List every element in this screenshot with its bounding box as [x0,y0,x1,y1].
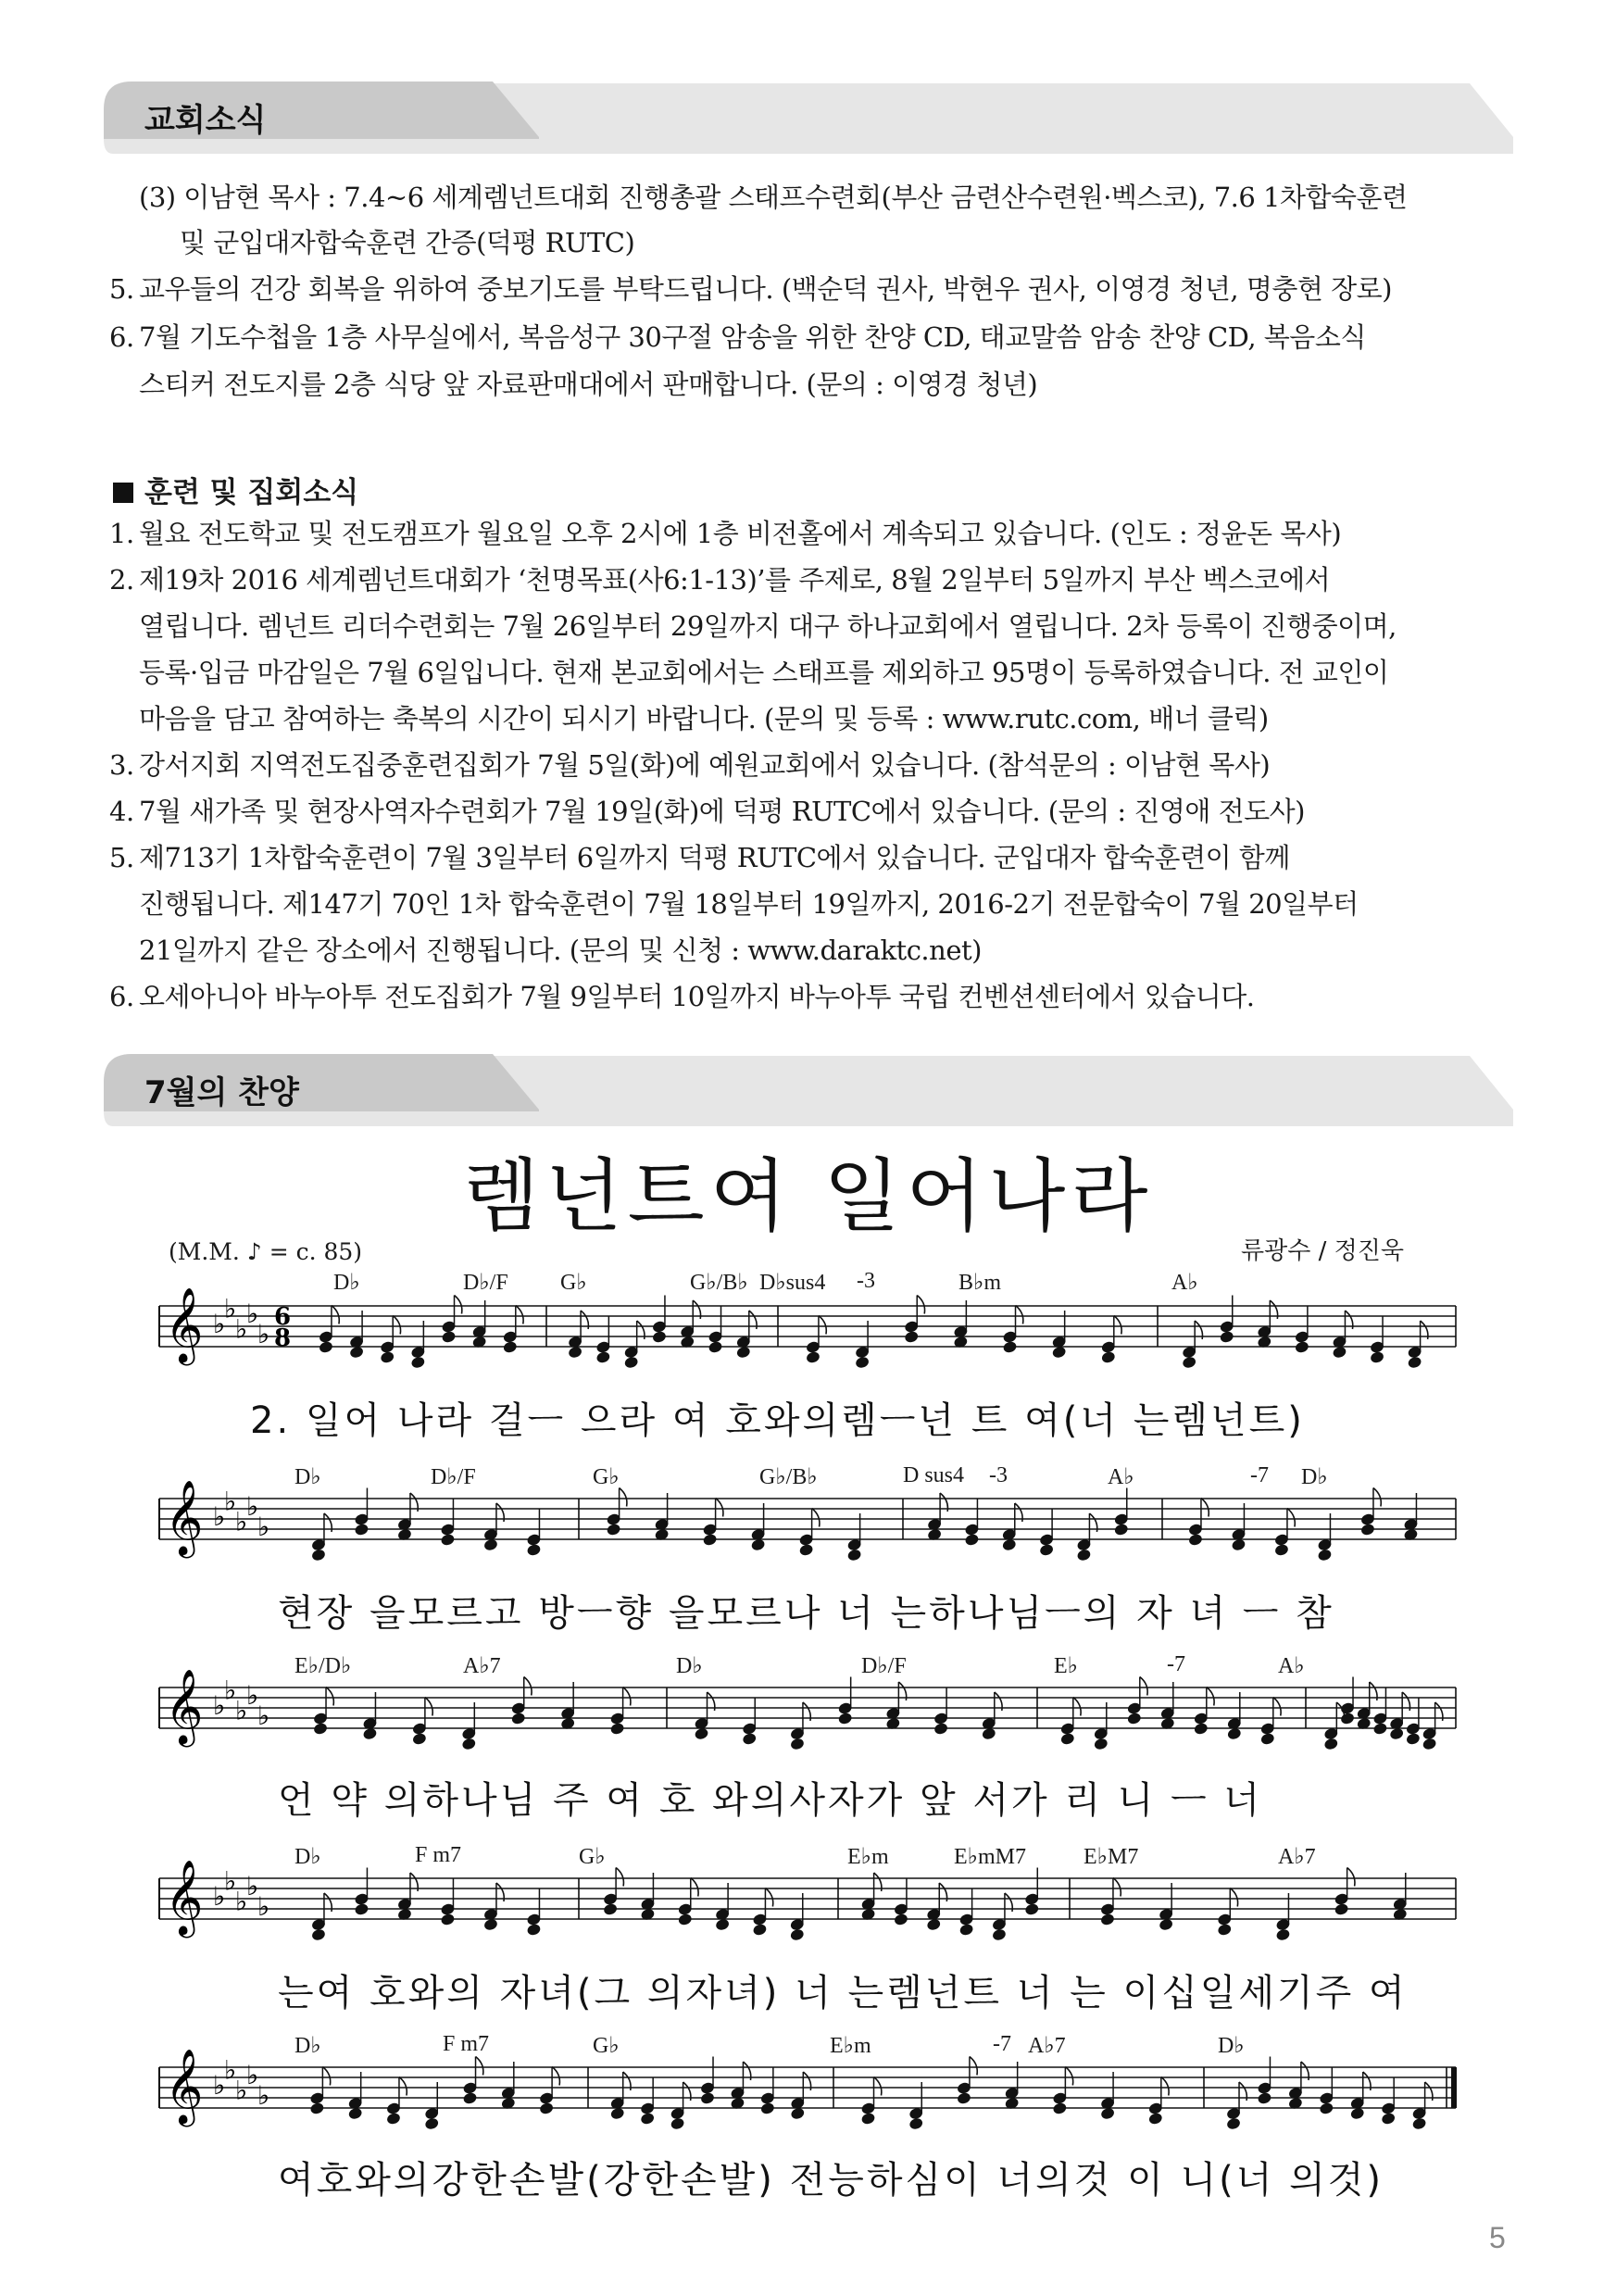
flat-icon: ♭ [213,1501,226,1532]
chord-symbol: G♭ [593,2034,620,2058]
note-head [309,2102,325,2115]
note-flag [1161,2077,1169,2096]
note-flag [1347,1868,1355,1887]
note-head [893,1913,908,1926]
note-head [1182,1355,1197,1369]
note-head [1226,2116,1242,2130]
note-head [759,2102,775,2115]
note-head [964,1533,980,1547]
chord-symbol: D♭/F [861,1654,907,1678]
chord-symbol: A♭ [1171,1271,1198,1295]
note-head [1317,1548,1333,1562]
note-head [837,1712,853,1725]
chord-symbol: D♭ [294,2034,321,2058]
note-head [502,1340,518,1354]
tempo-marking: (M.M. ♪ = c. 85) [169,1238,363,1265]
chord-symbol: -3 [857,1269,875,1293]
chord-symbol: D sus4 [903,1463,965,1487]
staff-system [159,2048,1457,2131]
chord-symbol: E♭/D♭ [294,1654,352,1678]
flat-icon: ♭ [235,1695,248,1726]
treble-clef-icon: 𝄞 [165,1286,204,1362]
page-number: 5 [1489,2221,1506,2254]
note-flag [716,1499,723,1517]
chord-symbol: G♭/B♭ [690,1271,748,1295]
note-head [609,1722,625,1736]
chord-symbol: D♭/F [463,1271,508,1295]
note-head [310,1548,326,1562]
chord-symbol: A♭7 [463,1654,501,1678]
note-head [411,1732,427,1746]
note-flag [399,2077,407,2096]
lyric-line: 2. 일어 나라 걸ㅡ 으라 여 호와의렘ㅡ넌 트 여(너 는렘넌트) [250,1399,1305,1442]
flat-icon: ♭ [246,2060,259,2090]
note-flag [1230,1888,1237,1907]
note-head [958,1923,974,1937]
chord-symbol: D♭ [1301,1465,1328,1489]
chord-symbol: -7 [993,2032,1011,2056]
note-head [742,1732,758,1746]
note-head [798,1543,814,1557]
note-head [789,1737,805,1750]
note-head [1187,1533,1203,1547]
note-head [510,1712,526,1725]
note-head [1323,1737,1339,1750]
note-head [441,1330,457,1344]
note-head [424,2116,440,2130]
treble-clef-icon: 𝄞 [165,1859,204,1935]
treble-clef-icon: 𝄞 [165,1479,204,1555]
chord-symbol: D♭ [294,1845,321,1869]
flat-icon: ♭ [246,1299,259,1329]
note-head [1093,1737,1109,1750]
lyric-line: 는여 호와의 자녀(그 의자녀) 너 는렘넌트 너 는 이십일세기주 여 [278,1972,1408,2014]
note-head [708,1340,723,1354]
final-barline-thick [1451,2067,1457,2108]
note-head [318,1340,333,1354]
note-head [606,1523,621,1537]
note-head [908,2116,924,2130]
flat-icon: ♭ [224,1865,237,1897]
staff-system [159,1668,1456,1751]
note-head [1076,1548,1092,1562]
chord-symbol: B♭m [958,1271,1001,1295]
time-signature-bottom: 8 [274,1324,292,1352]
chord-symbol: A♭7 [1278,1845,1316,1869]
note-head [310,1927,326,1941]
chord-symbol: G♭ [579,1845,606,1869]
note-head [1126,1712,1142,1725]
note-head [380,1350,395,1364]
flat-icon: ♭ [257,1319,270,1349]
note-head [1273,1543,1289,1557]
note-head [805,1350,821,1364]
note-head [603,1902,619,1916]
chord-symbol: A♭ [1278,1654,1305,1678]
note-head [702,1533,718,1547]
note-head [1147,2112,1163,2126]
note-flag [1065,2067,1072,2086]
note-head [1422,1737,1437,1750]
note-head [991,1927,1007,1941]
note-head [1024,1902,1040,1916]
note-head [440,1913,456,1926]
flat-icon: ♭ [224,1675,237,1706]
note-flag [812,1509,820,1527]
flat-icon: ♭ [246,1871,259,1901]
note-head [354,1523,370,1537]
song-title: 렘넌트여 일어나라 [462,1150,1154,1243]
note-head [640,2112,656,2126]
note-flag [1287,1509,1295,1527]
note-flag [332,1306,339,1324]
note-head [385,2112,401,2126]
note-head [1370,1350,1385,1364]
chord-symbol: -7 [1167,1652,1185,1676]
chord-symbol: D♭sus4 [759,1271,826,1295]
note-head [461,1737,477,1750]
note-head [1381,2112,1397,2126]
flat-icon: ♭ [235,2075,248,2106]
note-head [677,1913,693,1926]
note-flag [393,1316,400,1335]
chord-symbol: G♭ [560,1271,587,1295]
note-flag [1016,1306,1023,1324]
note-flag [476,2057,483,2076]
note-flag [620,1488,627,1507]
chord-symbol: F m7 [415,1843,462,1867]
flat-icon: ♭ [246,1491,259,1522]
note-flag [516,1306,523,1324]
note-head [410,1355,426,1369]
note-head [1257,2091,1272,2105]
note-head [1340,1712,1356,1725]
flat-icon: ♭ [257,2080,270,2111]
chord-symbol: D♭ [333,1271,360,1295]
note-head [1219,1330,1234,1344]
note-flag [425,1698,432,1716]
note-flag [1207,1687,1214,1706]
chord-symbol: E♭ [1054,1654,1078,1678]
note-head [904,1330,920,1344]
note-head [789,1927,805,1941]
section-title: 7월의 찬양 [144,1074,299,1111]
note-head [539,2102,555,2115]
chord-symbol: D♭ [294,1465,321,1489]
note-head [526,1923,542,1937]
section-title: 교회소식 [144,102,267,139]
note-head [1002,1340,1018,1354]
note-head [462,2091,478,2105]
flat-icon: ♭ [213,1309,226,1339]
chord-symbol: D♭/F [431,1465,476,1489]
chord-symbol: D♭ [1218,2034,1245,2058]
flat-icon: ♭ [213,2070,226,2101]
note-flag [1114,1316,1121,1335]
chord-symbol: E♭mM7 [954,1845,1026,1869]
note-head [1275,1927,1291,1941]
note-head [846,1548,862,1562]
note-flag [524,1677,532,1696]
lyric-line: 여호와의강한손발(강한손발) 전능하심이 너의것 이 니(너 의것) [278,2159,1384,2202]
flat-icon: ♭ [235,1886,248,1917]
chord-symbol: G♭ [593,1465,620,1489]
note-head [1052,2102,1068,2115]
note-flag [970,2057,977,2076]
note-head [1407,1355,1422,1369]
chord-symbol: -7 [1250,1463,1269,1487]
note-head [1217,1923,1233,1937]
note-flag [874,2077,882,2096]
note-flag [1373,1488,1381,1507]
flat-icon: ♭ [224,2054,237,2086]
chord-symbol: -3 [989,1463,1008,1487]
note-head [1259,1732,1275,1746]
note-flag [616,1868,623,1887]
flat-icon: ♭ [235,1506,248,1537]
note-flag [691,1878,698,1897]
chord-symbol: A♭7 [1028,2034,1066,2058]
staff-system [159,1286,1456,1370]
note-head [440,1533,456,1547]
lyric-line: 현장 을모르고 방ㅡ향 을모르나 너 는하나님ㅡ의 자 녀 ㅡ 참 [278,1592,1334,1635]
note-head [1372,1722,1388,1736]
note-head [700,2091,716,2105]
chord-symbol: G♭/B♭ [759,1465,818,1489]
note-head [354,1902,370,1916]
note-head [1100,1350,1116,1364]
flat-icon: ♭ [257,1700,270,1731]
note-flag [326,1687,333,1706]
flat-icon: ♭ [257,1512,270,1542]
flat-icon: ♭ [224,1486,237,1517]
note-head [651,1330,667,1344]
note-flag [1273,1698,1281,1716]
note-head [933,1722,949,1736]
note-head [595,1350,611,1364]
note-head [1294,1340,1309,1354]
note-head [1059,1732,1075,1746]
note-head [956,2091,971,2105]
time-signature-top: 6 [274,1303,292,1331]
note-head [855,1355,871,1369]
note-head [526,1543,542,1557]
flat-icon: ♭ [224,1293,237,1324]
note-head [313,1722,329,1736]
chord-symbol: E♭m [830,2034,871,2058]
staff-system [159,1859,1456,1942]
note-head [1099,1913,1115,1926]
lyric-line: 언 약 의하나님 주 여 호 와의사자가 앞 서가 리 니 ㅡ 너 [278,1779,1263,1822]
note-head [670,2116,685,2130]
note-head [1359,1523,1375,1537]
note-flag [1140,1677,1147,1696]
treble-clef-icon: 𝄞 [165,1668,204,1744]
note-flag [1113,1878,1121,1897]
note-flag [322,2067,330,2086]
note-head [860,2112,876,2126]
note-head [1405,1732,1421,1746]
note-flag [1201,1499,1209,1517]
chord-symbol: D♭ [676,1654,703,1678]
note-head [1193,1722,1209,1736]
chord-symbol: F m7 [443,2032,490,2056]
note-flag [1073,1698,1081,1716]
note-head [1334,1902,1349,1916]
note-flag [765,1888,772,1907]
note-head [752,1923,768,1937]
composer-credit: 류광수 / 정진욱 [1241,1237,1404,1265]
flat-icon: ♭ [257,1891,270,1922]
flat-icon: ♭ [213,1690,226,1721]
note-flag [819,1316,826,1335]
note-head [1319,2102,1334,2115]
chord-symbol: E♭M7 [1084,1845,1139,1869]
flat-icon: ♭ [213,1881,226,1912]
note-flag [552,2067,559,2086]
flat-icon: ♭ [246,1680,259,1711]
note-flag [917,1296,924,1314]
note-flag [623,1687,631,1706]
chord-symbol: E♭m [847,1845,889,1869]
treble-clef-icon: 𝄞 [165,2048,204,2124]
note-head [623,1355,639,1369]
staff-system [159,1479,1456,1562]
chord-symbol: A♭ [1108,1465,1134,1489]
note-head [1113,1523,1129,1537]
training-news-heading: 훈련 및 집회소식 [113,469,358,510]
note-head [1411,2116,1427,2130]
note-head [1039,1543,1055,1557]
flat-icon: ♭ [235,1313,248,1345]
note-flag [455,1296,462,1314]
